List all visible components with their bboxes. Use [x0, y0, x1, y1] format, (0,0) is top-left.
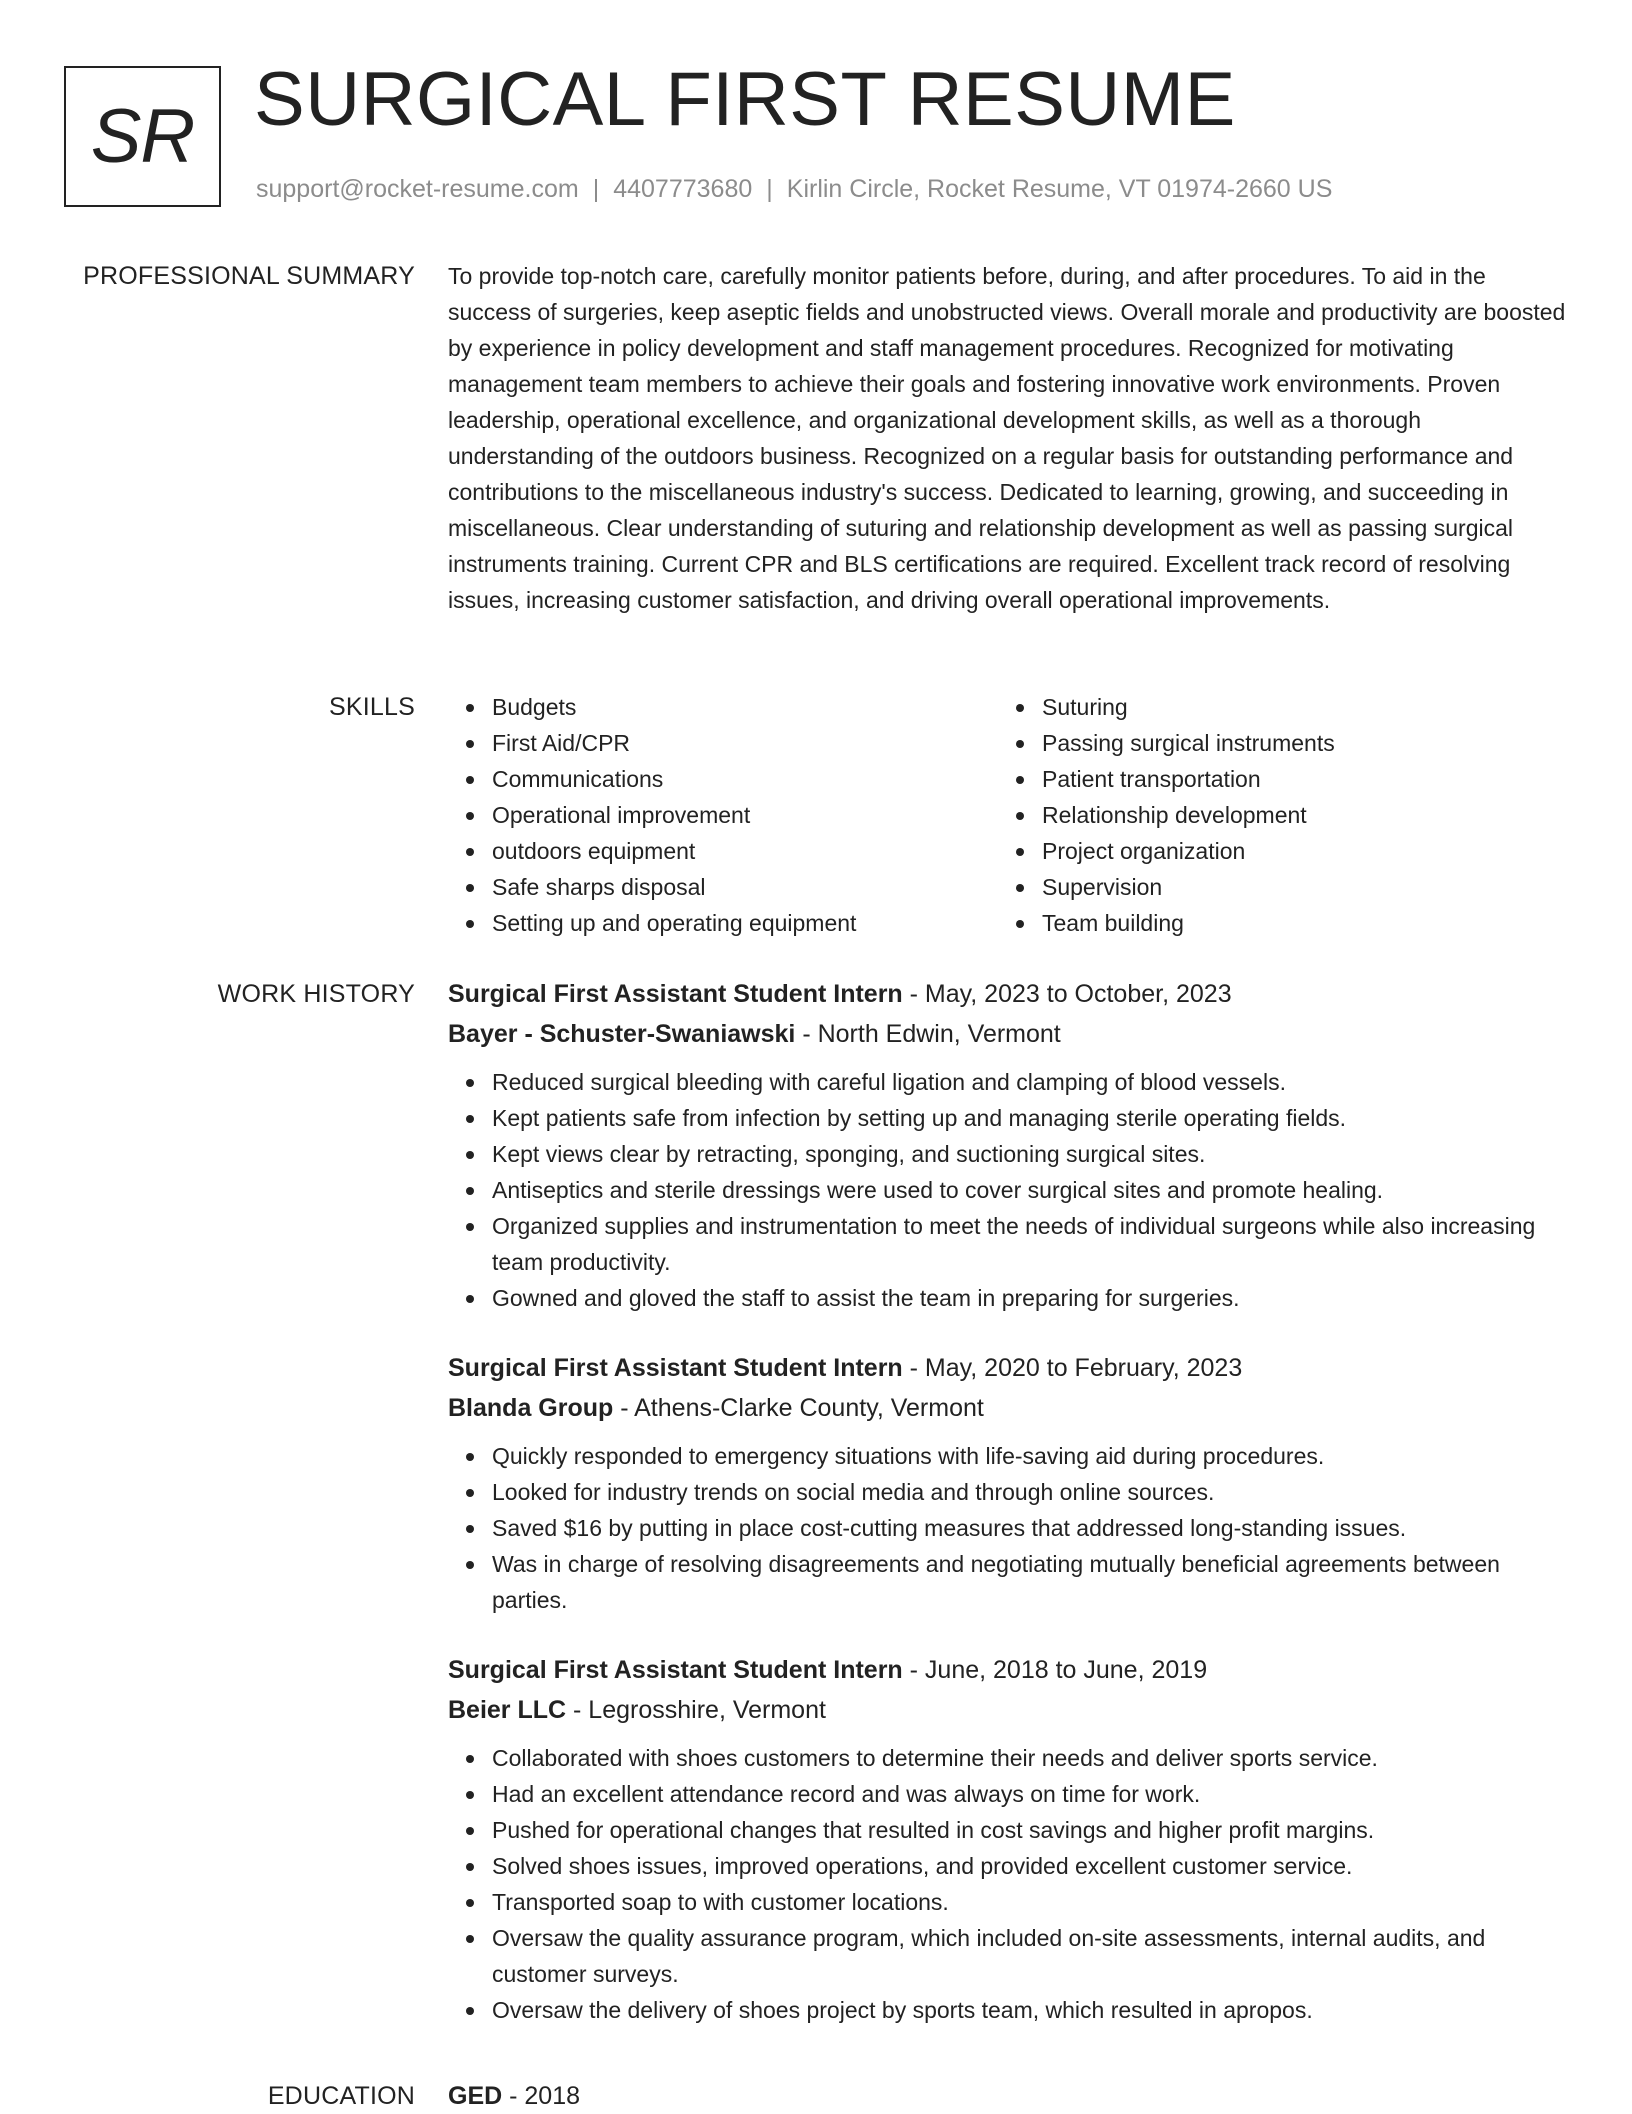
duty-item: Oversaw the delivery of shoes project by sports team, which resulted in apropos.: [492, 1992, 1568, 2028]
skills-list-right: [998, 689, 1548, 941]
skills-heading: SKILLS: [329, 693, 415, 721]
duty-item: Looked for industry trends on social media and through online sources.: [492, 1474, 1568, 1510]
duty-item: Oversaw the quality assurance program, which included on-site assessments, internal audits, and customer surveys.: [492, 1920, 1568, 1992]
job-title-line: [448, 974, 1568, 1014]
education-heading: EDUCATION: [267, 2082, 415, 2110]
skill-item: Safe sharps disposal: [492, 869, 998, 905]
job-location: - Athens-Clarke County, Vermont: [613, 1394, 984, 1422]
skill-item: Passing surgical instruments: [1042, 725, 1548, 761]
skill-item: outdoors equipment: [492, 833, 998, 869]
duty-item: Saved $16 by putting in place cost-cutting measures that addressed long-standing issues.: [492, 1510, 1568, 1546]
contact-separator: |: [766, 175, 773, 203]
job-company-line: [448, 1014, 1568, 1054]
duty-item: Kept views clear by retracting, sponging, and suctioning surgical sites.: [492, 1136, 1568, 1172]
monogram-initials: SR: [90, 93, 195, 179]
skills-columns: [448, 689, 1568, 941]
duty-item: Gowned and gloved the staff to assist the team in preparing for surgeries.: [492, 1280, 1568, 1316]
duty-item: Was in charge of resolving disagreements and negotiating mutually beneficial agreements between parties.: [492, 1546, 1568, 1618]
job-duties: [448, 1064, 1568, 1316]
skill-item: Communications: [492, 761, 998, 797]
skill-item: Team building: [1042, 905, 1548, 941]
contact-separator: |: [592, 175, 600, 203]
duty-item: Transported soap to with customer locations.: [492, 1884, 1568, 1920]
duty-item: Kept patients safe from infection by setting up and managing sterile operating fields.: [492, 1100, 1568, 1136]
job-company-line: [448, 1388, 1568, 1428]
job-company: Bayer - Schuster-Swaniawski: [448, 1020, 796, 1048]
job-title-line: [448, 1348, 1568, 1388]
job-title-line: [448, 1650, 1568, 1690]
skill-item: Suturing: [1042, 689, 1548, 725]
job-location: - Legrosshire, Vermont: [566, 1696, 826, 1724]
skill-item: Budgets: [492, 689, 998, 725]
skills-list-left: [448, 689, 998, 941]
monogram-box: [64, 66, 221, 207]
duty-item: Collaborated with shoes customers to determine their needs and deliver sports service.: [492, 1740, 1568, 1776]
contact-line: [256, 174, 1332, 204]
duty-item: Organized supplies and instrumentation to meet the needs of individual surgeons while also increasing team productivity.: [492, 1208, 1568, 1280]
job-dates: - May, 2023 to October, 2023: [902, 980, 1232, 1008]
education-year: - 2018: [502, 2082, 581, 2110]
job-location: - North Edwin, Vermont: [795, 1020, 1061, 1048]
job-company-line: [448, 1690, 1568, 1730]
job-entry: [448, 1650, 1568, 2028]
skill-item: Setting up and operating equipment: [492, 905, 998, 941]
job-company: Beier LLC: [448, 1696, 567, 1724]
duty-item: Reduced surgical bleeding with careful ligation and clamping of blood vessels.: [492, 1064, 1568, 1100]
skill-item: Patient transportation: [1042, 761, 1548, 797]
skill-item: Project organization: [1042, 833, 1548, 869]
duty-item: Had an excellent attendance record and was always on time for work.: [492, 1776, 1568, 1812]
skills-body: [448, 689, 1568, 941]
job-role: Surgical First Assistant Student Intern: [448, 980, 903, 1008]
contact-phone[interactable]: 4407773680: [613, 175, 753, 203]
job-dates: - June, 2018 to June, 2019: [902, 1656, 1208, 1684]
job-role: Surgical First Assistant Student Intern: [448, 1354, 903, 1382]
duty-item: Pushed for operational changes that resulted in cost savings and higher profit margins.: [492, 1812, 1568, 1848]
work-history-body: [448, 974, 1568, 2060]
job-dates: - May, 2020 to February, 2023: [902, 1354, 1243, 1382]
summary-heading: PROFESSIONAL SUMMARY: [83, 262, 415, 290]
duty-item: Antiseptics and sterile dressings were used to cover surgical sites and promote healing.: [492, 1172, 1568, 1208]
education-body: [448, 2078, 1568, 2114]
summary-text: To provide top-notch care, carefully monitor patients before, during, and after procedures. To aid in the success of surgeries, keep aseptic fields and unobstructed views. Overall morale and productivity are boosted by experience in policy development and staff management procedures. Recognized for motivating management team members to achieve their goals and fostering innovative work environments. Proven leadership, operational excellence, and organizational development skills, as well as a thorough understanding of the outdoors business. Recognized on a regular basis for outstanding performance and contributions to the miscellaneous industry's success. Dedicated to learning, growing, and succeeding in miscellaneous. Clear understanding of suturing and relationship development as well as passing surgical instruments training. Current CPR and BLS certifications are required. Excellent track record of resolving issues, increasing customer satisfaction, and driving overall operational improvements.: [448, 263, 1566, 613]
work-history-heading: WORK HISTORY: [217, 980, 415, 1008]
job-entry: [448, 974, 1568, 1316]
job-role: Surgical First Assistant Student Intern: [448, 1656, 903, 1684]
contact-email[interactable]: support@rocket-resume.com: [256, 175, 579, 203]
skill-item: Supervision: [1042, 869, 1548, 905]
job-entry: [448, 1348, 1568, 1618]
job-company: Blanda Group: [448, 1394, 614, 1422]
contact-address: Kirlin Circle, Rocket Resume, VT 01974-2660 US: [786, 175, 1333, 203]
resume-title: SURGICAL FIRST RESUME: [254, 57, 1236, 142]
skill-item: Operational improvement: [492, 797, 998, 833]
job-duties: [448, 1740, 1568, 2028]
education-line: [448, 2078, 1568, 2114]
duty-item: Quickly responded to emergency situations with life-saving aid during procedures.: [492, 1438, 1568, 1474]
job-duties: [448, 1438, 1568, 1618]
skill-item: First Aid/CPR: [492, 725, 998, 761]
education-degree: GED: [448, 2082, 503, 2110]
skill-item: Relationship development: [1042, 797, 1548, 833]
summary-body: [448, 258, 1568, 618]
duty-item: Solved shoes issues, improved operations, and provided excellent customer service.: [492, 1848, 1568, 1884]
